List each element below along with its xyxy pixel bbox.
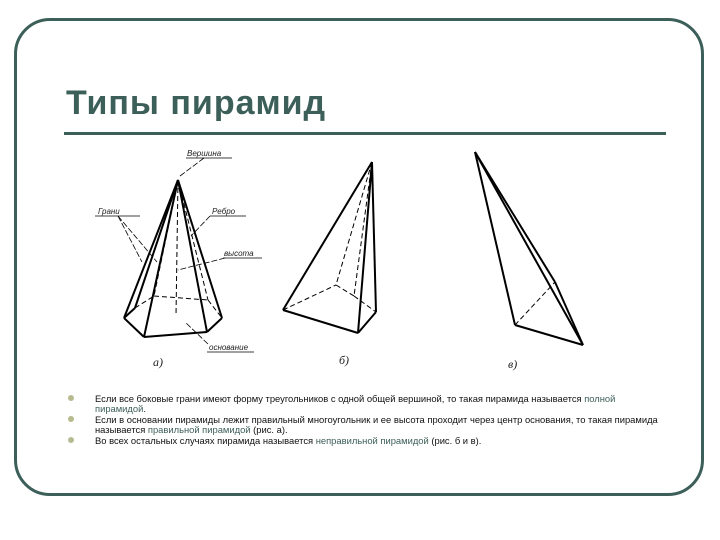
label-apex: Вершина (187, 149, 222, 158)
caption-c: в) (508, 357, 518, 371)
bullet-text-end: (рис. а). (250, 424, 288, 435)
label-base: основание (209, 343, 249, 352)
bullet-text: Если все боковые грани имеют форму треугольников с одной общей вершиной, то такая пирамида называется (95, 393, 585, 404)
label-height: высота (224, 249, 254, 258)
bullet-item (68, 436, 668, 446)
pyramid-b (283, 162, 376, 333)
bullet-item (68, 394, 668, 414)
caption-a: а) (153, 355, 163, 369)
bullet-text: Во всех остальных случаях пирамида называется (95, 435, 316, 446)
bullet-text-end: (рис. б и в). (428, 435, 482, 446)
bullet-text: Если в основании пирамиды лежит правильный многоугольник и ее высота проходит через центр основания, то такая пирамида называется (95, 414, 658, 435)
caption-b: б) (339, 353, 350, 367)
pyramid-c (475, 152, 583, 345)
bullet-highlight: неправильной пирамидой (315, 435, 429, 446)
bullet-highlight: полной пирамидой (95, 393, 616, 414)
bullet-dot (68, 437, 74, 443)
bullet-list (68, 394, 668, 447)
bullet-highlight: правильной пирамидой (147, 424, 251, 435)
bullet-item (68, 415, 668, 435)
slide-title: Типы пирамид (66, 84, 327, 122)
bullet-dot (68, 416, 74, 422)
bullet-dot (68, 395, 74, 401)
label-face: Грани (98, 207, 120, 216)
label-edge: Ребро (212, 207, 236, 216)
bullet-text-end: . (143, 403, 146, 414)
